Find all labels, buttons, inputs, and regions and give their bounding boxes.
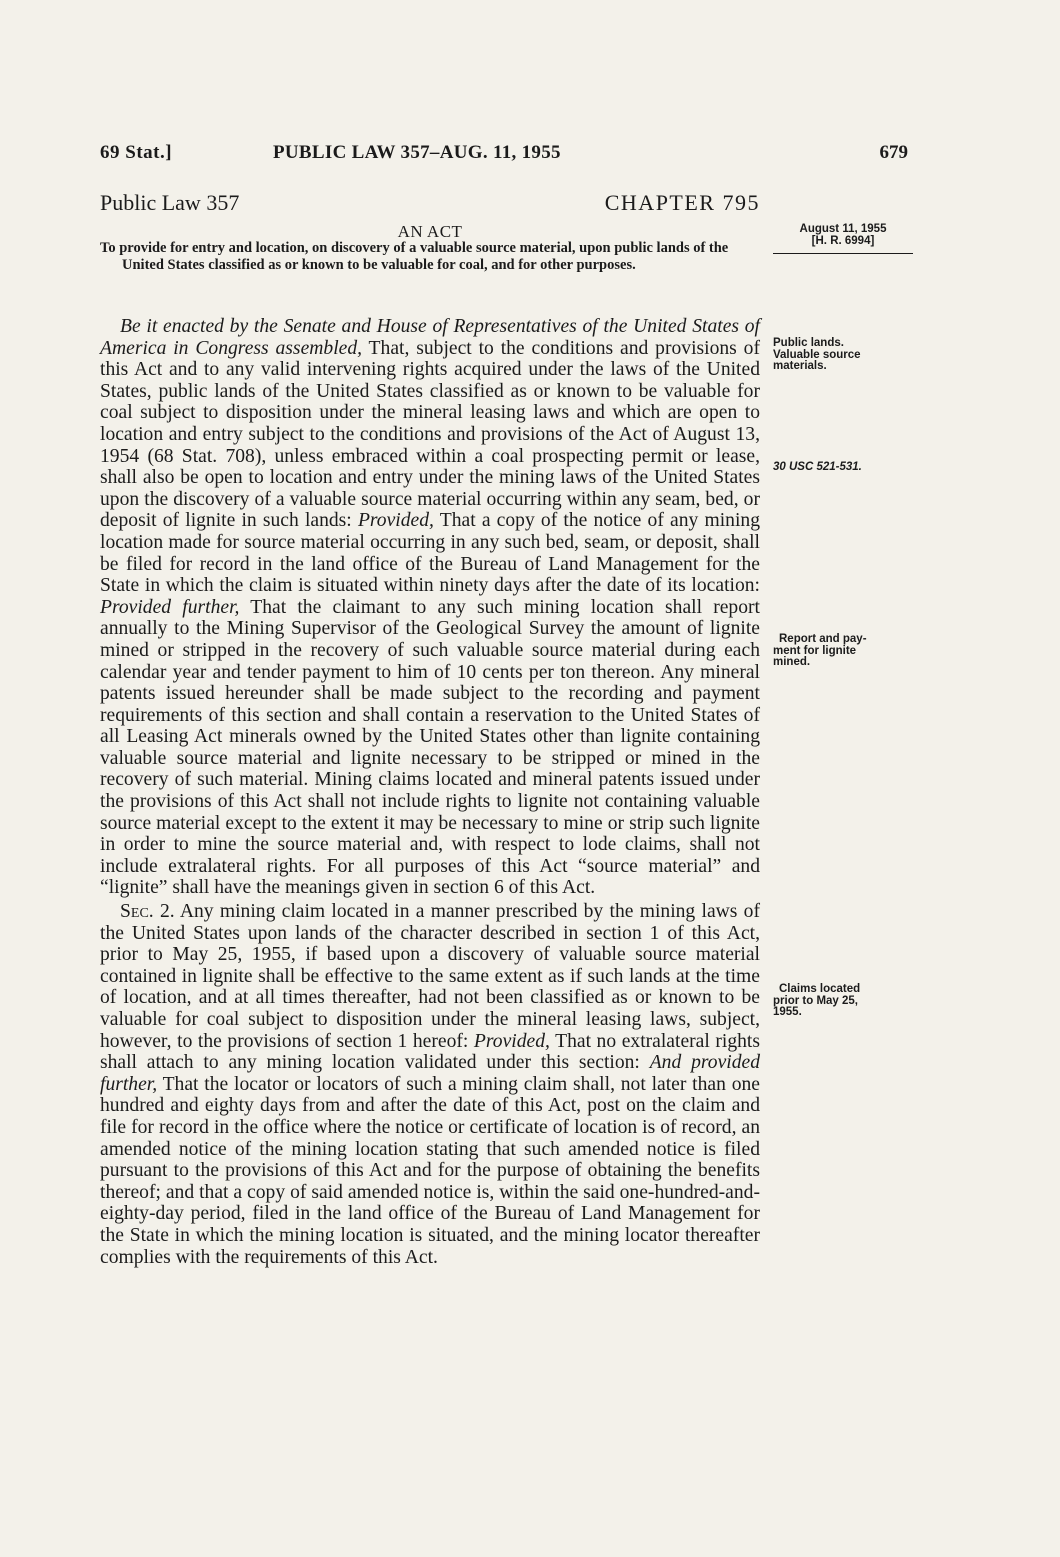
body-text-span: Any mining claim located in a manner prescribed by the mining laws of the United States upon lands of the character described in section 1 of this Act, prior to May 25, 1955, if based upon a discovery of valuable source material contained in lignite shall be effective to the same extent as if such lands at the time of location, and at all times thereafter, had not been classified as or known to be valuable for coal subject to disposition under the mineral leasing laws, subject, however, to the provisions of section 1 hereof: xyxy=(100,901,761,1052)
statute-body xyxy=(100,316,760,1270)
margin-note-line: Valuable source xyxy=(773,348,861,361)
proviso-label: And provided further, xyxy=(100,1052,760,1095)
margin-note-line: prior to May 25, xyxy=(773,994,858,1007)
margin-note-line: Report and pay- xyxy=(779,633,867,645)
proviso-label: Provided, xyxy=(357,510,434,532)
margin-note-report-payment xyxy=(773,634,923,669)
enactment-date: August 11, 1955 xyxy=(799,223,887,235)
law-heading xyxy=(100,190,760,220)
running-title: PUBLIC LAW 357–AUG. 11, 1955 xyxy=(273,142,561,163)
bill-number: [H. R. 6994] xyxy=(811,235,875,247)
section-label: Sec. 2. xyxy=(120,901,175,923)
body-text-span: That no extralateral rights shall attach to any mining location validated under this section: xyxy=(100,1030,760,1074)
proviso-label: Provided, xyxy=(473,1030,550,1052)
body-text-span: That a copy of the notice of any mining location made for source material occurring in any such bed, seam, or deposit, shall be filed for record in the land office of the Bureau of Land Management for the State in which the claim is situated within ninety days after the date of its location: xyxy=(100,510,760,597)
body-text-span: That, subject to the conditions and provisions of this Act and to any valid intervening rights acquired under the laws of the United States, public lands of the United States classified as or known to be valuable for coal subject to disposition under the mineral leasing laws and which are open to location and entry subject to the conditions and provisions of the Act of August 13, 1954 (68 Stat. 708), unless embraced within a coal prospecting permit or lease, shall also be open to location and entry under the mining laws of the United States upon the discovery of a valuable source material occurring within any seam, bed, or deposit of lignite in such lands: xyxy=(100,337,760,532)
page-number: 679 xyxy=(879,142,908,163)
margin-note-line: Public lands. xyxy=(773,337,844,349)
margin-note-line: mined. xyxy=(773,656,811,668)
margin-note-line: materials. xyxy=(773,360,827,372)
an-act-label: AN ACT xyxy=(397,222,463,241)
margin-note-line: ment for lignite xyxy=(773,644,857,657)
body-text-span: That the claimant to any such mining location shall report annually to the Mining Supervisor of the Geological Survey the amount of lignite mined or stripped in the recovery of such valuable source material during each calendar year and tender payment to him of 10 cents per ton thereon. Any mineral patents issued hereunder shall be made subject to the recording and payment requirements of this section and shall contain a reservation to the United States of all Leasing Act minerals owned by the United States other than lignite containing valuable source material and lignite necessary to be stripped or mined in the recovery of such material. Mining claims located and mineral patents issued under the provisions of this Act shall not include rights to lignite not containing valuable source material except to the extent it may be necessary to mine or strip such lignite in order to mine the source material and, with respect to lode claims, shall not include extralateral rights. For all purposes of this Act “source material” and “lignite” shall have the meanings given in section 6 of this Act. xyxy=(100,596,760,899)
body-text-span: That the locator or locators of such a mining claim shall, not later than one hundred and eighty days from and after the date of this Act, post on the claim and file for record in the office where the notice or certificate of location is of record, an amended notice of the mining location stating that such amended notice is filed pursuant to the provisions of this Act and for the purpose of obtaining the benefits thereof; and that a copy of said amended notice is, within the said one-hundred-and-eighty-day period, filed in the land office of the Bureau of Land Management for the State in which the mining location is situated, and the mining locator thereafter complies with the requirements of this Act. xyxy=(100,1073,760,1268)
public-law-number: Public Law 357 xyxy=(100,190,240,215)
margin-note-line: Claims located xyxy=(779,983,861,995)
running-head xyxy=(100,142,908,168)
enacting-clause: Be it enacted by the Senate and House of Representatives of the United States of America in Congress assembled, xyxy=(100,316,760,359)
margin-note-usc: 30 USC 521-531. xyxy=(773,461,862,473)
act-title: To provide for entry and location, on discovery of a valuable source material, upon public lands of the United States classified as or known to be valuable for coal, and for other purposes. xyxy=(100,240,729,273)
section-1 xyxy=(100,316,760,899)
proviso-label: Provided further, xyxy=(100,596,240,618)
chapter-number: CHAPTER 795 xyxy=(604,190,760,215)
margin-note-line: 1955. xyxy=(773,1006,802,1018)
section-2 xyxy=(100,901,760,1268)
margin-note-public-lands xyxy=(773,338,923,373)
margin-note-claims-located xyxy=(773,984,923,1019)
margin-date-note xyxy=(773,223,913,254)
volume-reference: 69 Stat.] xyxy=(100,142,173,163)
